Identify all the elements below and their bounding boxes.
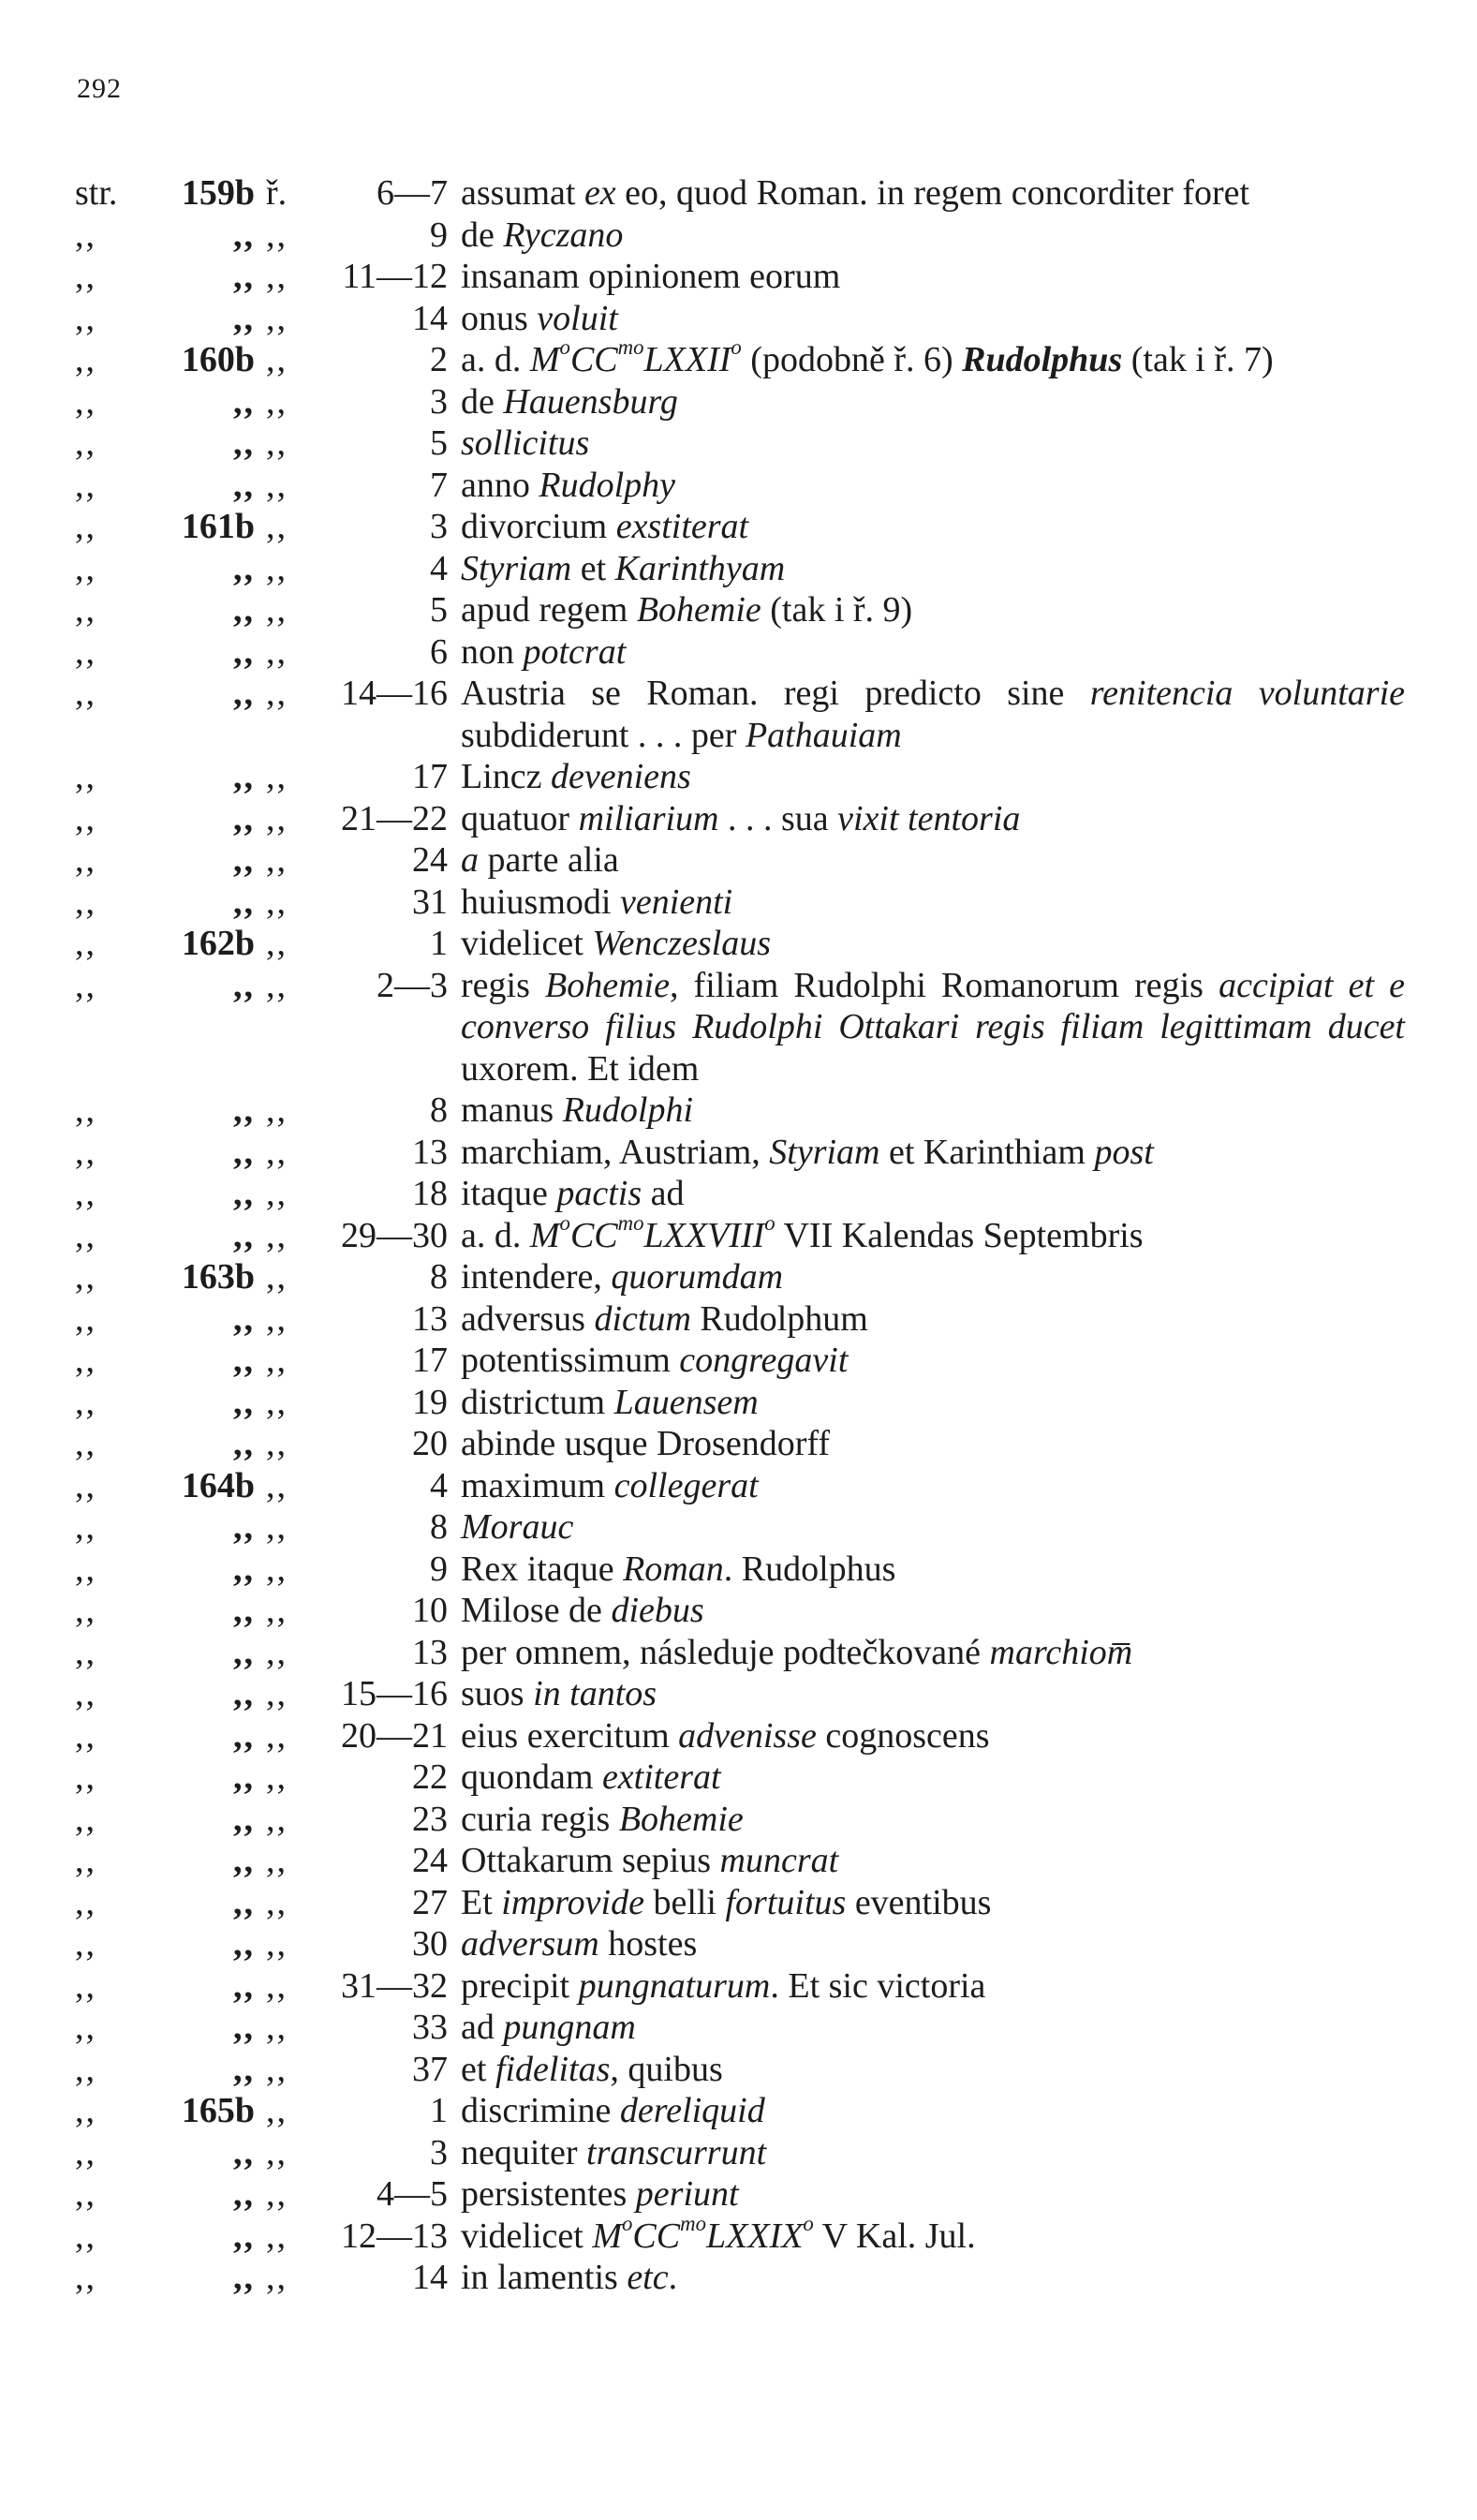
row-r-label: ,, <box>266 882 288 922</box>
row-line-ref: 13 <box>412 1132 448 1172</box>
row-r-label: ,, <box>266 1215 288 1255</box>
row-correction-text: precipit pungnaturum. Et sic victoria <box>461 1965 986 2006</box>
row-page-ref: ,, <box>233 1341 255 1380</box>
row-r-label: ,, <box>266 1382 288 1422</box>
row-line-ref: 1 <box>430 2091 448 2130</box>
row-line-ref: 24 <box>412 840 448 880</box>
row-str-label: ,, <box>75 798 96 838</box>
row-r-label: ,, <box>266 631 288 672</box>
row-page-ref: ,, <box>233 631 255 672</box>
row-r-label: ,, <box>266 2008 288 2047</box>
row-correction-text: et fidelitas, quibus <box>461 2049 723 2089</box>
row-r-label: ,, <box>266 548 288 588</box>
row-line-ref: 17 <box>412 1341 448 1380</box>
errata-row <box>75 2173 1405 2216</box>
row-page-ref: ,, <box>233 465 255 505</box>
row-page-ref: ,, <box>233 1132 255 1172</box>
row-str-label: ,, <box>75 1882 96 1922</box>
row-r-label: ,, <box>266 1257 288 1297</box>
row-page-ref: ,, <box>233 548 255 588</box>
row-line-ref: 20 <box>412 1424 448 1463</box>
errata-row <box>75 1757 1405 1799</box>
row-r-label: ,, <box>266 2132 288 2172</box>
row-correction-text: persistentes periunt <box>461 2174 739 2214</box>
row-correction-text: a. d. $M^oCC^{mo}LXXII^o$ (podobně ř. 6) Rudolphus (tak i ř. 7) <box>461 334 1274 379</box>
errata-row <box>75 1382 1405 1424</box>
errata-row <box>75 1590 1405 1632</box>
row-correction-text: discrimine dereliquid <box>461 2091 765 2130</box>
row-str-label: ,, <box>75 423 96 463</box>
row-line-ref: 9 <box>430 1549 448 1589</box>
row-page-ref: ,, <box>233 840 255 880</box>
row-line-ref: 4 <box>430 1465 448 1505</box>
row-r-label: ,, <box>266 1298 288 1339</box>
row-str-label: ,, <box>75 1799 96 1839</box>
row-r-label: ,, <box>266 1799 288 1839</box>
errata-row <box>75 1506 1405 1549</box>
row-str-label: ,, <box>75 1674 96 1713</box>
errata-row <box>75 1965 1405 2008</box>
row-correction-text: per omnem, následuje podtečkované marchiom̅ <box>461 1632 1133 1672</box>
row-str-label: ,, <box>75 1632 96 1672</box>
row-page-ref: ,, <box>233 1382 255 1422</box>
errata-row <box>75 1256 1405 1298</box>
row-correction-text: divorcium exstiterat <box>461 507 749 546</box>
row-page-ref: ,, <box>233 1715 255 1756</box>
row-page-ref: ,, <box>233 1924 255 1964</box>
row-str-label: ,, <box>75 257 96 296</box>
errata-row <box>75 2090 1405 2132</box>
row-correction-text: Lincz deveniens <box>461 757 691 796</box>
row-line-ref: 2 <box>430 340 448 379</box>
row-correction-text: huiusmodi venienti <box>461 882 733 922</box>
row-correction-text: apud regem Bohemie (tak i ř. 9) <box>461 590 913 630</box>
row-line-ref: 22 <box>412 1757 448 1797</box>
row-line-ref: 5 <box>430 590 448 630</box>
errata-row <box>75 215 1405 257</box>
row-page-ref: ,, <box>233 1674 255 1713</box>
row-page-ref: ,, <box>233 2132 255 2172</box>
errata-row <box>75 172 1405 215</box>
row-correction-text: quatuor miliarium . . . sua vixit tentoria <box>461 798 1021 838</box>
row-page-ref: ,, <box>233 798 255 838</box>
row-str-label: ,, <box>75 840 96 880</box>
row-r-label: ,, <box>266 1090 288 1130</box>
row-line-ref: 4—5 <box>377 2174 448 2214</box>
errata-row <box>75 1840 1405 1882</box>
row-line-ref: 31—32 <box>341 1965 448 2006</box>
row-correction-text: de Ryczano <box>461 215 624 255</box>
row-str-label: ,, <box>75 1132 96 1172</box>
row-page-ref: ,, <box>233 1841 255 1880</box>
row-r-label: ,, <box>266 1591 288 1630</box>
row-correction-text: adversum hostes <box>461 1924 698 1964</box>
row-correction-text: quondam extiterat <box>461 1757 721 1797</box>
row-correction-text: de Hauensburg <box>461 381 678 422</box>
row-r-label: ,, <box>266 1882 288 1922</box>
row-line-ref: 14—16 <box>341 674 448 713</box>
row-page-ref: ,, <box>233 757 255 796</box>
row-str-label: ,, <box>75 1591 96 1630</box>
row-str-label: str. <box>75 173 118 213</box>
row-page-ref: ,, <box>233 257 255 296</box>
row-r-label: ,, <box>266 340 288 379</box>
row-r-label: ,, <box>266 2091 288 2130</box>
row-r-label: ř. <box>266 173 288 213</box>
row-page-ref: ,, <box>233 1507 255 1547</box>
row-page-ref: 161b <box>181 507 255 546</box>
errata-row <box>75 882 1405 924</box>
row-r-label: ,, <box>266 2174 288 2214</box>
row-r-label: ,, <box>266 257 288 296</box>
row-str-label: ,, <box>75 757 96 796</box>
row-correction-text: videlicet Wenczeslaus <box>461 924 772 963</box>
row-line-ref: 15—16 <box>341 1674 448 1713</box>
row-r-label: ,, <box>266 1965 288 2006</box>
row-page-ref: ,, <box>233 590 255 630</box>
errata-row <box>75 1799 1405 1841</box>
row-r-label: ,, <box>266 590 288 630</box>
row-correction-text: districtum Lauensem <box>461 1382 759 1422</box>
row-r-label: ,, <box>266 423 288 463</box>
row-line-ref: 18 <box>412 1174 448 1213</box>
row-line-ref: 3 <box>430 381 448 422</box>
row-str-label: ,, <box>75 2216 96 2256</box>
row-r-label: ,, <box>266 381 288 422</box>
row-correction-text: Styriam et Karinthyam <box>461 548 786 588</box>
row-correction-text: Austria se Roman. regi predicto sine renitencia voluntarie subdiderunt . . . per Pathauiam <box>461 674 1405 755</box>
row-correction-text: abinde usque Drosendorff <box>461 1424 830 1463</box>
row-str-label: ,, <box>75 590 96 630</box>
row-page-ref: 163b <box>181 1257 255 1297</box>
row-page-ref: ,, <box>233 1215 255 1255</box>
errata-row <box>75 2007 1405 2049</box>
errata-row <box>75 422 1405 465</box>
errata-row <box>75 798 1405 840</box>
row-page-ref: ,, <box>233 2258 255 2297</box>
row-line-ref: 2—3 <box>377 965 448 1005</box>
row-line-ref: 30 <box>412 1924 448 1964</box>
errata-row <box>75 1340 1405 1382</box>
row-correction-text: anno Rudolphy <box>461 465 676 505</box>
row-correction-text: suos in tantos <box>461 1674 657 1713</box>
row-page-ref: ,, <box>233 1424 255 1463</box>
row-str-label: ,, <box>75 2008 96 2047</box>
row-page-ref: ,, <box>233 298 255 338</box>
row-correction-text: intendere, quorumdam <box>461 1257 784 1297</box>
row-page-ref: ,, <box>233 1882 255 1922</box>
row-page-ref: 160b <box>181 340 255 379</box>
row-page-ref: 165b <box>181 2091 255 2130</box>
row-r-label: ,, <box>266 924 288 963</box>
errata-row <box>75 1715 1405 1757</box>
row-page-ref: ,, <box>233 674 255 713</box>
errata-row <box>75 1090 1405 1132</box>
row-page-ref: ,, <box>233 1090 255 1130</box>
row-str-label: ,, <box>75 1257 96 1297</box>
row-line-ref: 13 <box>412 1632 448 1672</box>
row-line-ref: 14 <box>412 2258 448 2297</box>
errata-row <box>75 548 1405 590</box>
row-r-label: ,, <box>266 507 288 546</box>
row-r-label: ,, <box>266 1632 288 1672</box>
row-r-label: ,, <box>266 465 288 505</box>
errata-row <box>75 756 1405 798</box>
row-str-label: ,, <box>75 298 96 338</box>
errata-row <box>75 1923 1405 1965</box>
errata-row <box>75 2049 1405 2091</box>
row-r-label: ,, <box>266 1841 288 1880</box>
row-page-ref: ,, <box>233 381 255 422</box>
row-str-label: ,, <box>75 1465 96 1505</box>
row-page-ref: 162b <box>181 924 255 963</box>
errata-row <box>75 2257 1405 2299</box>
row-r-label: ,, <box>266 1715 288 1756</box>
errata-row <box>75 334 1405 381</box>
row-r-label: ,, <box>266 1924 288 1964</box>
row-str-label: ,, <box>75 1965 96 2006</box>
row-str-label: ,, <box>75 674 96 713</box>
errata-row <box>75 1173 1405 1215</box>
row-correction-text: onus voluit <box>461 298 618 338</box>
row-line-ref: 37 <box>412 2049 448 2089</box>
row-r-label: ,, <box>266 215 288 255</box>
row-line-ref: 3 <box>430 507 448 546</box>
row-str-label: ,, <box>75 1757 96 1797</box>
row-r-label: ,, <box>266 840 288 880</box>
row-str-label: ,, <box>75 1298 96 1339</box>
row-line-ref: 17 <box>412 757 448 796</box>
errata-row <box>75 1465 1405 1507</box>
row-page-ref: ,, <box>233 215 255 255</box>
row-str-label: ,, <box>75 1715 96 1756</box>
row-str-label: ,, <box>75 1549 96 1589</box>
row-line-ref: 23 <box>412 1799 448 1839</box>
page-number: 292 <box>77 73 122 104</box>
row-page-ref: ,, <box>233 1549 255 1589</box>
row-str-label: ,, <box>75 1215 96 1255</box>
row-r-label: ,, <box>266 1132 288 1172</box>
row-str-label: ,, <box>75 965 96 1005</box>
row-correction-text: ad pungnam <box>461 2008 636 2047</box>
row-correction-text: eius exercitum advenisse cognoscens <box>461 1715 990 1756</box>
row-correction-text: regis Bohemie, filiam Rudolphi Romanorum regis accipiat et e converso filius Rudolphi Ottakari regis filiam legittimam ducet uxorem. Et idem <box>461 965 1405 1089</box>
errata-row <box>75 1423 1405 1465</box>
row-page-ref: ,, <box>233 882 255 922</box>
row-correction-text: a. d. $M^oCC^{mo}LXXVIII^o$ VII Kalendas Septembris <box>461 1210 1144 1255</box>
row-line-ref: 31 <box>412 882 448 922</box>
row-page-ref: ,, <box>233 1799 255 1839</box>
errata-row <box>75 589 1405 631</box>
row-correction-text: adversus dictum Rudolphum <box>461 1298 868 1339</box>
row-str-label: ,, <box>75 631 96 672</box>
row-line-ref: 21—22 <box>341 798 448 838</box>
row-correction-text: insanam opinionem eorum <box>461 257 841 296</box>
row-str-label: ,, <box>75 2258 96 2297</box>
row-line-ref: 11—12 <box>342 257 448 296</box>
row-str-label: ,, <box>75 381 96 422</box>
row-line-ref: 27 <box>412 1882 448 1922</box>
row-page-ref: ,, <box>233 2008 255 2047</box>
row-str-label: ,, <box>75 2132 96 2172</box>
row-r-label: ,, <box>266 2258 288 2297</box>
row-r-label: ,, <box>266 2049 288 2089</box>
row-str-label: ,, <box>75 548 96 588</box>
row-r-label: ,, <box>266 965 288 1005</box>
row-line-ref: 33 <box>412 2008 448 2047</box>
row-line-ref: 6 <box>430 631 448 672</box>
row-line-ref: 14 <box>412 298 448 338</box>
row-line-ref: 12—13 <box>341 2216 448 2256</box>
row-page-ref: ,, <box>233 1965 255 2006</box>
row-correction-text: marchiam, Austriam, Styriam et Karinthiam post <box>461 1132 1154 1172</box>
row-correction-text: maximum collegerat <box>461 1465 759 1505</box>
row-correction-text: videlicet $M^oCC^{mo}LXXIX^o$ V Kal. Jul. <box>461 2211 976 2256</box>
row-line-ref: 4 <box>430 548 448 588</box>
row-line-ref: 9 <box>430 215 448 255</box>
row-page-ref: 159b <box>181 173 255 213</box>
row-r-label: ,, <box>266 2216 288 2256</box>
row-line-ref: 5 <box>430 423 448 463</box>
row-page-ref: ,, <box>233 1757 255 1797</box>
row-page-ref: ,, <box>233 1174 255 1213</box>
row-str-label: ,, <box>75 215 96 255</box>
row-correction-text: Et improvide belli fortuitus eventibus <box>461 1882 992 1922</box>
errata-row <box>75 1673 1405 1715</box>
row-r-label: ,, <box>266 1507 288 1547</box>
errata-row <box>75 923 1405 965</box>
row-correction-text: curia regis Bohemie <box>461 1799 744 1839</box>
errata-row <box>75 298 1405 340</box>
errata-row <box>75 1632 1405 1674</box>
row-page-ref: ,, <box>233 1591 255 1630</box>
row-r-label: ,, <box>266 1424 288 1463</box>
errata-row <box>75 1298 1405 1341</box>
row-str-label: ,, <box>75 1924 96 1964</box>
errata-row <box>75 673 1405 756</box>
errata-row <box>75 1549 1405 1591</box>
errata-row <box>75 1210 1405 1257</box>
errata-row <box>75 381 1405 423</box>
row-correction-text: in lamentis etc. <box>461 2258 678 2297</box>
row-r-label: ,, <box>266 757 288 796</box>
row-str-label: ,, <box>75 882 96 922</box>
errata-row <box>75 506 1405 548</box>
row-page-ref: ,, <box>233 1632 255 1672</box>
errata-row <box>75 2211 1405 2258</box>
row-line-ref: 8 <box>430 1090 448 1130</box>
row-correction-text: potentissimum congregavit <box>461 1341 849 1380</box>
row-page-ref: ,, <box>233 2049 255 2089</box>
row-str-label: ,, <box>75 465 96 505</box>
row-r-label: ,, <box>266 1174 288 1213</box>
row-page-ref: 164b <box>181 1465 255 1505</box>
errata-list <box>75 172 1405 2299</box>
errata-row <box>75 256 1405 298</box>
row-str-label: ,, <box>75 1507 96 1547</box>
row-line-ref: 10 <box>412 1591 448 1630</box>
row-line-ref: 6—7 <box>377 173 448 213</box>
row-page-ref: ,, <box>233 965 255 1005</box>
row-str-label: ,, <box>75 1174 96 1213</box>
row-page-ref: ,, <box>233 2216 255 2256</box>
row-r-label: ,, <box>266 1465 288 1505</box>
errata-row <box>75 2132 1405 2174</box>
row-page-ref: ,, <box>233 423 255 463</box>
row-correction-text: a parte alia <box>461 840 619 880</box>
row-correction-text: Ottakarum sepius muncrat <box>461 1841 839 1880</box>
row-correction-text: itaque pactis ad <box>461 1174 685 1213</box>
row-str-label: ,, <box>75 1841 96 1880</box>
row-correction-text: Morauc <box>461 1507 574 1547</box>
row-line-ref: 20—21 <box>341 1715 448 1756</box>
row-line-ref: 8 <box>430 1257 448 1297</box>
row-str-label: ,, <box>75 2091 96 2130</box>
row-r-label: ,, <box>266 1549 288 1589</box>
row-r-label: ,, <box>266 1674 288 1713</box>
row-correction-text: manus Rudolphi <box>461 1090 694 1130</box>
row-line-ref: 7 <box>430 465 448 505</box>
row-str-label: ,, <box>75 1382 96 1422</box>
errata-row <box>75 965 1405 1090</box>
row-page-ref: ,, <box>233 2174 255 2214</box>
row-r-label: ,, <box>266 798 288 838</box>
row-correction-text: assumat ex eo, quod Roman. in regem concorditer foret <box>461 173 1250 213</box>
errata-row <box>75 631 1405 674</box>
row-line-ref: 13 <box>412 1298 448 1339</box>
row-line-ref: 8 <box>430 1507 448 1547</box>
row-str-label: ,, <box>75 1424 96 1463</box>
row-line-ref: 29—30 <box>341 1215 448 1255</box>
errata-row <box>75 1882 1405 1924</box>
row-line-ref: 3 <box>430 2132 448 2172</box>
row-correction-text: nequiter transcurrunt <box>461 2132 767 2172</box>
row-r-label: ,, <box>266 674 288 713</box>
row-str-label: ,, <box>75 924 96 963</box>
row-correction-text: Rex itaque Roman. Rudolphus <box>461 1549 896 1589</box>
row-line-ref: 1 <box>430 924 448 963</box>
errata-row <box>75 839 1405 882</box>
row-correction-text: Milose de diebus <box>461 1591 704 1630</box>
row-correction-text: non potcrat <box>461 631 627 672</box>
row-r-label: ,, <box>266 1757 288 1797</box>
row-line-ref: 24 <box>412 1841 448 1880</box>
row-str-label: ,, <box>75 340 96 379</box>
errata-row <box>75 465 1405 507</box>
row-line-ref: 19 <box>412 1382 448 1422</box>
row-str-label: ,, <box>75 2049 96 2089</box>
row-r-label: ,, <box>266 298 288 338</box>
row-str-label: ,, <box>75 507 96 546</box>
row-r-label: ,, <box>266 1341 288 1380</box>
row-str-label: ,, <box>75 1341 96 1380</box>
errata-row <box>75 1132 1405 1174</box>
row-correction-text: sollicitus <box>461 423 590 463</box>
row-str-label: ,, <box>75 1090 96 1130</box>
row-str-label: ,, <box>75 2174 96 2214</box>
row-page-ref: ,, <box>233 1298 255 1339</box>
